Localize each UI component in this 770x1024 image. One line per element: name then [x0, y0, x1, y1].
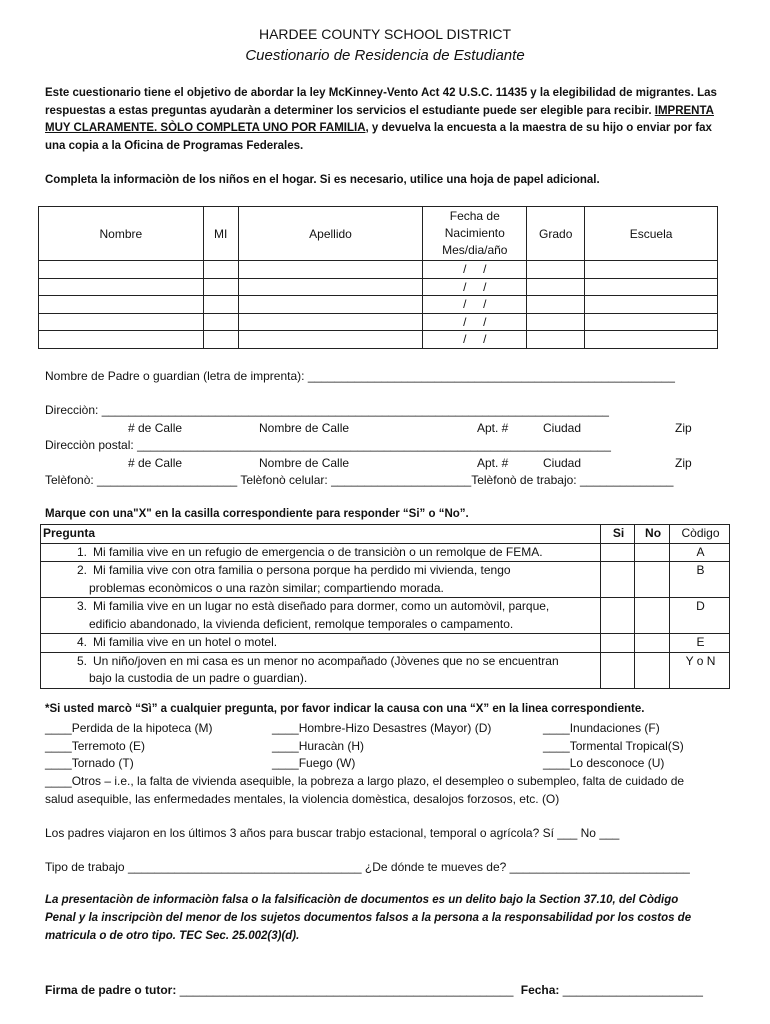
move-from-label: ¿De dónde te mueves de?	[364, 860, 507, 874]
answer-no-box[interactable]	[635, 562, 670, 598]
move-from-field[interactable]: ___________________________	[509, 860, 690, 874]
legal-line-1: La presentaciòn de informaciòn falsa o la falsificaciòn de documentos es un delito bajo la Section 37.10, del Còdigo	[45, 894, 679, 906]
postal-sub-street-name: Nombre de Calle	[259, 456, 350, 470]
cell-escuela[interactable]	[585, 278, 718, 296]
cell-mi[interactable]	[203, 313, 238, 331]
district-title: HARDEE COUNTY SCHOOL DISTRICT	[258, 26, 512, 42]
legal-line-2: Penal y la inscripciòn del menor de los sujetos documentos falsos a la persona a la responsabilidad por los costos de	[45, 912, 692, 924]
cell-grado[interactable]	[527, 261, 585, 279]
causes-instruction: *Si usted marcò “Sì” a cualquier pregunta, por favor indicar la causa con una “X” en la linea correspondiente.	[45, 703, 645, 715]
cell-mi[interactable]	[203, 278, 238, 296]
cause-other[interactable]: ____Otros – i.e., la falta de vivienda asequible, la pobreza a largo plazo, el desempleo o subempleo, falta de cuidado de	[45, 774, 685, 788]
cause-tornado[interactable]: ____Tornado (T)	[45, 756, 134, 770]
question-line-2: edificio abandonado, la vivienda deficient, remolque temporales o campamento.	[89, 616, 514, 631]
address-sub-zip: Zip	[675, 421, 692, 435]
question-number: 4.	[76, 635, 87, 649]
header-si: Si	[601, 525, 635, 544]
header-apellido: Apellido	[238, 207, 423, 261]
address-sub-apt: Apt. #	[477, 421, 509, 435]
cell-fecha[interactable]: / /	[423, 261, 527, 279]
phone-label: Telèfonò:	[45, 473, 94, 487]
cause-earthquake[interactable]: ____Terremoto (E)	[45, 739, 146, 753]
cell-mi[interactable]	[203, 296, 238, 314]
header-fecha-line1: Fecha de	[449, 209, 500, 223]
address-sub-street-name: Nombre de Calle	[259, 421, 350, 435]
work-phone-field[interactable]: ______________	[579, 473, 674, 487]
postal-sub-city: Ciudad	[543, 456, 582, 470]
header-grado: Grado	[527, 207, 585, 261]
work-type-field[interactable]: ___________________________________	[127, 860, 362, 874]
cause-other-line2: salud asequible, las enfermedades mentales, la violencia domèstica, desalojos forzosos, etc. (O)	[45, 792, 560, 806]
answer-si-box[interactable]	[601, 652, 635, 688]
postal-sub-apt: Apt. #	[477, 456, 509, 470]
question-code: B	[670, 562, 730, 598]
question-code: D	[670, 598, 730, 634]
cell-nombre[interactable]	[39, 313, 204, 331]
header-fecha	[423, 207, 527, 261]
cell-grado[interactable]	[527, 296, 585, 314]
cause-tropical-storm[interactable]: ____Tormental Tropical(S)	[543, 739, 684, 753]
postal-row	[45, 438, 611, 452]
question-row	[41, 562, 730, 598]
address-sub-street-no: # de Calle	[128, 421, 183, 435]
header-codigo: Còdigo	[670, 525, 730, 544]
question-line-2: bajo la custodia de un padre o guardian).	[89, 671, 308, 685]
answer-no-box[interactable]	[635, 543, 670, 562]
signature-field[interactable]: __________________________________________________	[179, 983, 514, 997]
parent-name-row	[45, 369, 675, 383]
answer-si-box[interactable]	[601, 562, 635, 598]
work-type-label: Tipo de trabajo	[45, 860, 125, 874]
legal-line-3: matricula o de otro tipo. TEC Sec. 25.002(3)(d).	[45, 930, 300, 942]
question-text	[41, 598, 601, 634]
children-instruction: Completa la informaciòn de los niños en el hogar. Si es necesario, utilice una hoja de papel adicional.	[45, 174, 600, 186]
cell-fecha[interactable]: / /	[423, 313, 527, 331]
cell-escuela[interactable]	[585, 261, 718, 279]
question-line: Un niño/joven en mi casa es un menor no acompañado (Jòvenes que no se encuentran	[93, 653, 559, 668]
cause-man-made-disaster[interactable]: ____Hombre-Hizo Desastres (Mayor) (D)	[272, 721, 492, 735]
question-text	[41, 562, 601, 598]
question-line: Mi familia vive en un lugar no està diseñado para dormer, como un automòvil, parque,	[93, 599, 550, 613]
answer-si-box[interactable]	[601, 598, 635, 634]
question-row	[41, 598, 730, 634]
work-phone-label: Telèfonò de trabajo:	[471, 473, 577, 487]
cell-escuela[interactable]	[585, 331, 718, 349]
question-code: Y o N	[670, 652, 730, 688]
header-escuela: Escuela	[585, 207, 718, 261]
question-number: 1.	[76, 544, 87, 559]
date-label: Fecha:	[520, 983, 560, 997]
question-line: Mi familia vive en un refugio de emergencia o de transiciòn o un remolque de FEMA.	[93, 544, 543, 559]
cell-mi[interactable]	[203, 331, 238, 349]
cause-fire[interactable]: ____Fuego (W)	[272, 756, 356, 770]
question-row	[41, 652, 730, 688]
cell-apellido[interactable]	[238, 261, 423, 279]
answer-no-box[interactable]	[635, 652, 670, 688]
questions-table	[40, 524, 730, 689]
form-subtitle: Cuestionario de Residencia de Estudiante	[245, 47, 525, 64]
question-row	[41, 634, 730, 653]
postal-sub-street-no: # de Calle	[128, 456, 183, 470]
answer-si-box[interactable]	[601, 634, 635, 653]
header-fecha-line2: Nacimiento	[444, 226, 505, 240]
cell-apellido[interactable]	[238, 331, 423, 349]
cell-phone-field[interactable]: _____________________	[331, 473, 472, 487]
signature-label: Firma de padre o tutor:	[45, 983, 177, 997]
table-row	[39, 331, 718, 349]
answer-no-box[interactable]	[635, 634, 670, 653]
cell-grado[interactable]	[527, 278, 585, 296]
address-row	[45, 403, 609, 417]
cell-mi[interactable]	[203, 261, 238, 279]
question-number: 2.	[76, 563, 87, 577]
question-line: Mi familia vive con otra familia o persona porque ha perdido mi vivienda, tengo	[93, 563, 511, 577]
question-text	[41, 652, 601, 688]
cell-apellido[interactable]	[238, 278, 423, 296]
parent-name-field[interactable]: _______________________________________________________	[307, 369, 675, 383]
intro-emphasis: IMPRENTA MUY CLARAMENTE. SÒLO COMPLETA UNO POR FAMILIA	[45, 104, 714, 134]
cell-apellido[interactable]	[238, 313, 423, 331]
question-line-2: problemas econòmicos o una razòn similar; compartiendo morada.	[89, 580, 444, 595]
address-label: Direcciòn:	[45, 403, 99, 417]
children-table-header	[39, 207, 718, 261]
postal-sub-zip: Zip	[675, 456, 692, 470]
travel-question[interactable]: Los padres viajaron en los últimos 3 años para buscar trabjo estacional, temporal o agrícola? Sí ___ No ___	[45, 826, 620, 840]
work-row	[45, 860, 690, 874]
cell-escuela[interactable]	[585, 296, 718, 314]
table-row	[39, 278, 718, 296]
address-field[interactable]: ____________________________________________________________________________	[101, 403, 609, 417]
question-code: E	[670, 634, 730, 653]
questions-instruction: Marque con una"X" en la casilla correspondiente para responder “Si” o “No”.	[45, 508, 469, 520]
question-line: Mi familia vive en un hotel o motel.	[93, 635, 278, 649]
cell-fecha[interactable]: / /	[423, 296, 527, 314]
cell-apellido[interactable]	[238, 296, 423, 314]
phone-field[interactable]: _____________________	[97, 473, 238, 487]
cell-grado[interactable]	[527, 313, 585, 331]
cell-phone-label: Telèfonò celular:	[240, 473, 328, 487]
cell-nombre[interactable]	[39, 278, 204, 296]
header-nombre: Nombre	[39, 207, 204, 261]
header-no: No	[635, 525, 670, 544]
address-sub-city: Ciudad	[543, 421, 582, 435]
date-field[interactable]: _____________________	[562, 983, 703, 997]
signature-row	[45, 983, 703, 997]
answer-si-box[interactable]	[601, 543, 635, 562]
cell-nombre[interactable]	[39, 261, 204, 279]
question-number: 3.	[76, 599, 87, 613]
postal-label: Direcciòn postal:	[45, 438, 134, 452]
phone-row	[45, 473, 673, 487]
parent-name-label: Nombre de Padre o guardian (letra de imprenta):	[45, 369, 305, 383]
table-row	[39, 261, 718, 279]
question-number: 5.	[76, 653, 87, 668]
postal-field[interactable]: _______________________________________________________________________	[137, 438, 611, 452]
intro-part2: , y devuelva la encuesta a la maestra de su hijo o enviar por fax una copia a la Oficina de Programas Federales.	[45, 122, 712, 152]
cause-unknown[interactable]: ____Lo desconoce (U)	[543, 756, 665, 770]
cell-grado[interactable]	[527, 331, 585, 349]
cell-nombre[interactable]	[39, 296, 204, 314]
answer-no-box[interactable]	[635, 598, 670, 634]
table-row	[39, 296, 718, 314]
cell-escuela[interactable]	[585, 313, 718, 331]
cell-fecha[interactable]: / /	[423, 331, 527, 349]
header-mi: MI	[203, 207, 238, 261]
children-table	[38, 206, 718, 349]
intro-part1: Este cuestionario tiene el objetivo de abordar la ley McKinney-Vento Act 42 U.S.C. 11435 y la elegibilidad de migrantes. Las respuestas a estas preguntas ayudaràn a determiner los servicios el estudiante puede ser elegible para recibir.	[45, 87, 717, 117]
question-code: A	[670, 543, 730, 562]
header-pregunta: Pregunta	[41, 525, 601, 544]
cell-fecha[interactable]: / /	[423, 278, 527, 296]
cause-flood[interactable]: ____Inundaciones (F)	[543, 721, 660, 735]
cell-nombre[interactable]	[39, 331, 204, 349]
intro-paragraph	[45, 85, 730, 155]
table-row	[39, 313, 718, 331]
header-fecha-line3: Mes/dia/año	[442, 243, 508, 257]
questions-header	[41, 525, 730, 544]
question-row	[41, 543, 730, 562]
cause-mortgage[interactable]: ____Perdida de la hipoteca (M)	[45, 721, 213, 735]
question-text	[41, 543, 601, 562]
question-text	[41, 634, 601, 653]
cause-hurricane[interactable]: ____Huracàn (H)	[272, 739, 365, 753]
